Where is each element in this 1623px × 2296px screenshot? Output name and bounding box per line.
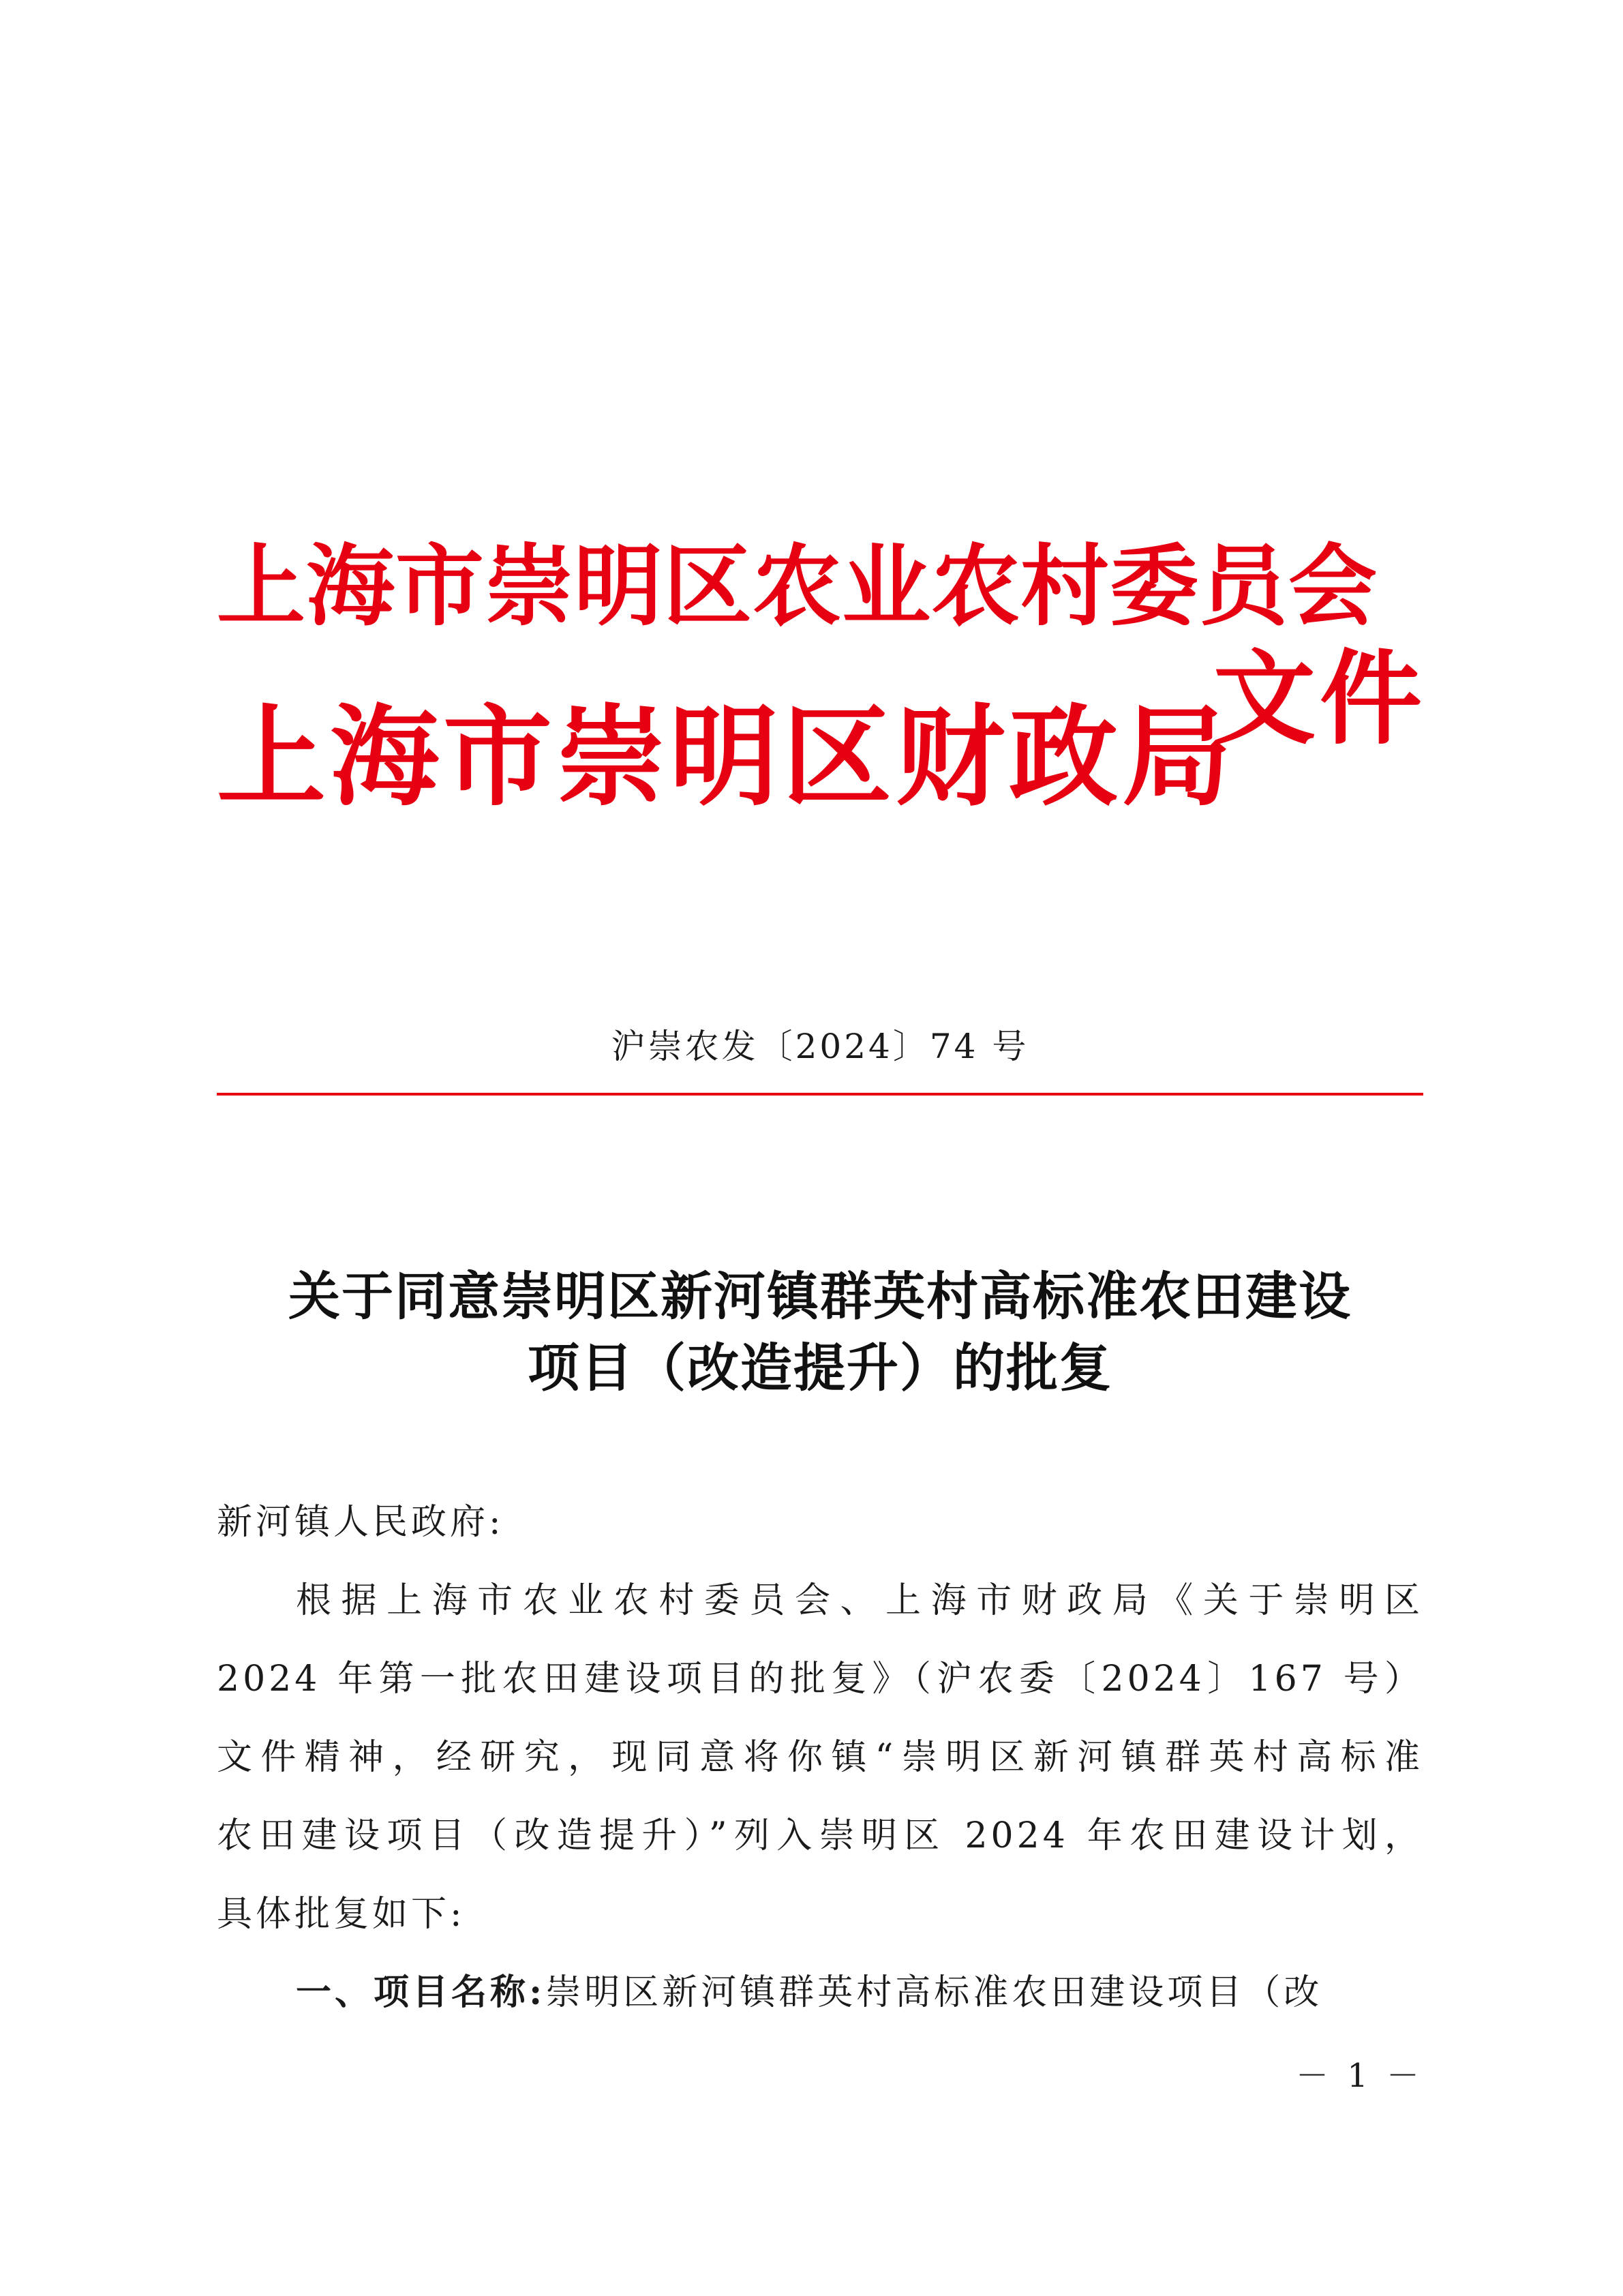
body-line-3: 文件精神，经研究，现同意将你镇“崇明区新河镇群英村高标准 bbox=[217, 1737, 1423, 1778]
document-title-line-1: 关于同意崇明区新河镇群英村高标准农田建设 bbox=[288, 1266, 1352, 1327]
issuing-org-finance: 上海市崇明区财政局 bbox=[217, 693, 1236, 821]
body-line-1: 根据上海市农业农村委员会、上海市财政局《关于崇明区 bbox=[296, 1580, 1423, 1621]
body-line-2: 2024 年第一批农田建设项目的批复》（沪农委〔2024〕167 号） bbox=[217, 1659, 1423, 1700]
item-project-name-text: 崇明区新河镇群英村高标准农田建设项目（改 bbox=[545, 1972, 1323, 2013]
page-number: － 1 － bbox=[1295, 2057, 1423, 2095]
document-suffix: 文件 bbox=[1213, 639, 1427, 759]
red-divider bbox=[217, 1093, 1423, 1096]
body-line-4: 农田建设项目（改造提升）”列入崇明区 2024 年农田建设计划， bbox=[217, 1815, 1423, 1856]
document-number: 沪崇农发〔2024〕74 号 bbox=[611, 1027, 1029, 1066]
issuing-org-agriculture: 上海市崇明区农业农村委员会 bbox=[217, 534, 1378, 638]
body-line-5: 具体批复如下: bbox=[217, 1894, 466, 1935]
document-title-line-2: 项目（改造提升）的批复 bbox=[528, 1338, 1112, 1398]
item-project-name-label: 一、项目名称: bbox=[296, 1972, 546, 2013]
salutation: 新河镇人民政府: bbox=[217, 1502, 504, 1543]
item-project-name bbox=[296, 1967, 1423, 2019]
